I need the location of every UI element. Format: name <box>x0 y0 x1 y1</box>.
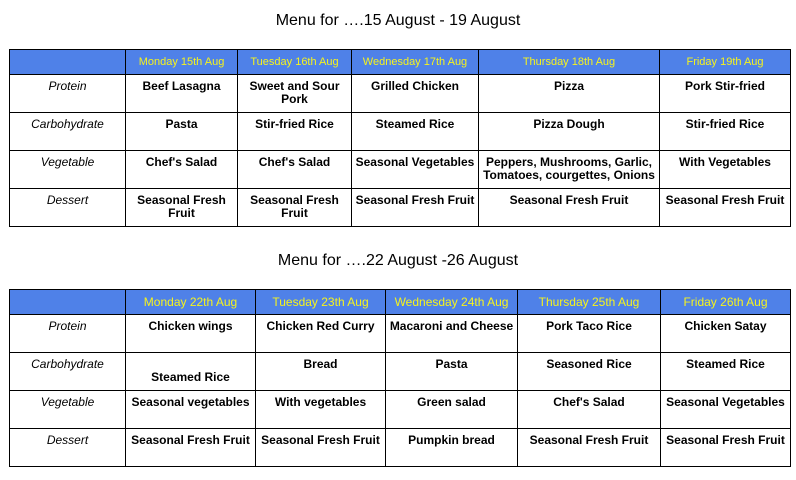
row-label: Dessert <box>10 189 126 227</box>
table-row <box>10 315 791 353</box>
menu-cell: Seasonal Fresh Fruit <box>126 189 238 227</box>
menu-cell: Bread <box>256 353 386 391</box>
header-row <box>10 290 791 315</box>
day-header: Wednesday 24th Aug <box>386 290 518 315</box>
menu-cell: Seasonal Fresh Fruit <box>238 189 352 227</box>
menu-cell: Steamed Rice <box>352 113 479 151</box>
row-label: Carbohydrate <box>10 113 126 151</box>
menu-cell: Seasonal Vegetables <box>661 391 791 429</box>
menu-cell: With Vegetables <box>660 151 791 189</box>
menu-cell: Pizza <box>479 75 660 113</box>
menu-cell: Pork Stir-fried <box>660 75 791 113</box>
row-label: Carbohydrate <box>10 353 126 391</box>
menu-cell: Pasta <box>386 353 518 391</box>
menu-cell: Pizza Dough <box>479 113 660 151</box>
menu-cell: Beef Lasagna <box>126 75 238 113</box>
corner-cell <box>10 290 126 315</box>
menu-cell: Seasonal Fresh Fruit <box>126 429 256 467</box>
menu-cell: Chef's Salad <box>126 151 238 189</box>
menu-title-week-1: Menu for ….15 August - 19 August <box>275 12 521 29</box>
menu-cell: Pasta <box>126 113 238 151</box>
table-row <box>10 151 791 189</box>
menu-cell: Chicken Red Curry <box>256 315 386 353</box>
day-header: Wednesday 17th Aug <box>352 50 479 75</box>
menu-cell: Seasonal Fresh Fruit <box>518 429 661 467</box>
menu-cell: Pork Taco Rice <box>518 315 661 353</box>
menu-cell: Steamed Rice <box>661 353 791 391</box>
day-header: Friday 19th Aug <box>660 50 791 75</box>
day-header: Tuesday 23th Aug <box>256 290 386 315</box>
row-label: Vegetable <box>10 391 126 429</box>
day-header: Tuesday 16th Aug <box>238 50 352 75</box>
header-row <box>10 50 791 75</box>
menu-table-week-1 <box>9 49 791 227</box>
menu-cell-text: Steamed Rice <box>151 370 230 384</box>
menu-cell: Pumpkin bread <box>386 429 518 467</box>
menu-cell: Seasoned Rice <box>518 353 661 391</box>
row-label: Dessert <box>10 429 126 467</box>
row-label: Vegetable <box>10 151 126 189</box>
menu-title-week-2: Menu for ….22 August -26 August <box>277 252 519 269</box>
menu-cell: Seasonal Fresh Fruit <box>660 189 791 227</box>
row-label: Protein <box>10 75 126 113</box>
corner-cell <box>10 50 126 75</box>
menu-cell: Sweet and Sour Pork <box>238 75 352 113</box>
menu-cell: Chicken wings <box>126 315 256 353</box>
menu-cell: With vegetables <box>256 391 386 429</box>
menu-cell: Green salad <box>386 391 518 429</box>
table-row <box>10 429 791 467</box>
menu-cell: Chicken Satay <box>661 315 791 353</box>
menu-cell: Seasonal Fresh Fruit <box>661 429 791 467</box>
menu-cell: Macaroni and Cheese <box>386 315 518 353</box>
day-header: Friday 26th Aug <box>661 290 791 315</box>
table-row <box>10 189 791 227</box>
table-row <box>10 113 791 151</box>
day-header: Monday 22th Aug <box>126 290 256 315</box>
row-label: Protein <box>10 315 126 353</box>
menu-cell: Grilled Chicken <box>352 75 479 113</box>
menu-cell: Peppers, Mushrooms, Garlic, Tomatoes, courgettes, Onions <box>479 151 660 189</box>
menu-cell <box>126 353 256 391</box>
table-row <box>10 353 791 391</box>
menu-cell: Stir-fried Rice <box>660 113 791 151</box>
day-header: Thursday 25th Aug <box>518 290 661 315</box>
menu-cell: Chef's Salad <box>238 151 352 189</box>
menu-cell: Chef's Salad <box>518 391 661 429</box>
table-row <box>10 391 791 429</box>
menu-table-week-2 <box>9 289 791 467</box>
menu-cell: Seasonal vegetables <box>126 391 256 429</box>
menu-cell: Seasonal Fresh Fruit <box>256 429 386 467</box>
table-row <box>10 75 791 113</box>
day-header: Thursday 18th Aug <box>479 50 660 75</box>
menu-cell: Stir-fried Rice <box>238 113 352 151</box>
day-header: Monday 15th Aug <box>126 50 238 75</box>
menu-cell: Seasonal Vegetables <box>352 151 479 189</box>
menu-cell: Seasonal Fresh Fruit <box>352 189 479 227</box>
menu-cell: Seasonal Fresh Fruit <box>479 189 660 227</box>
